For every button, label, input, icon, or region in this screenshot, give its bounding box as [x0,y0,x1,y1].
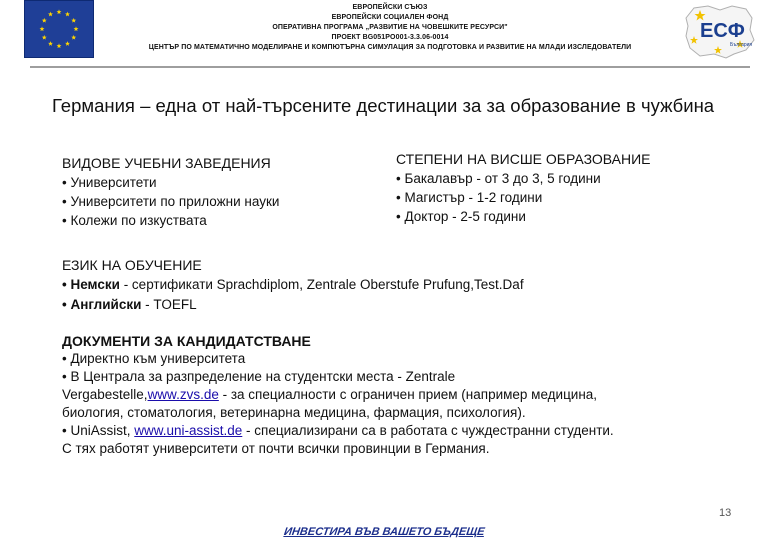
documents-line: • В Централа за разпределение на студентски места - Zentrale [62,369,456,384]
eu-star-icon [57,43,62,48]
documents-text: • UniAssist, [62,423,135,438]
header-line: ЦЕНТЪР ПО МАТЕМАТИЧНО МОДЕЛИРАНЕ И КОМПЮТЪРНА СИМУЛАЦИЯ ЗА ПОДГОТОВКА И РАЗВИТИЕ НА МЛАДИ ИЗСЛЕДОВАТЕЛИ [148,44,632,51]
institutions-section [62,154,279,230]
eu-star-icon [65,41,70,46]
documents-line: С тях работят университети от почти всички провинции в Германия. [62,441,490,456]
language-text-english: - TOEFL [141,297,197,312]
documents-line [62,422,762,440]
eu-star-icon [74,26,79,31]
list-item: • Университети по приложни науки [62,194,280,209]
documents-text: - специализирани са в работата с чуждестранни студенти. [242,423,614,438]
list-item: • Магистър - 1-2 години [396,190,543,205]
header-line: ЕВРОПЕЙСКИ СЪЮЗ [352,4,428,11]
documents-line: • Директно към университета [62,351,246,366]
eu-star-icon [65,12,70,17]
list-item [62,295,524,315]
list-item: • Колежи по изкуствата [62,213,207,228]
esf-logo-graphic [680,0,758,62]
eu-star-icon [71,18,76,23]
eu-star-icon [71,35,76,40]
eu-flag-graphic [25,1,93,57]
list-item: • Доктор - 2-5 години [396,209,526,224]
eu-star-icon [57,9,62,14]
documents-line: биология, стоматология, ветеринарна медицина, фармация, психология). [62,405,526,420]
uni-assist-link[interactable]: www.uni-assist.de [134,423,243,438]
documents-text: - за специалности с ограничен прием (например медицина, [218,387,598,402]
eu-star-icon [42,35,47,40]
language-section [62,256,524,315]
language-text-german: - сертификати Sprachdiplom, Zentrale Oberstufe Prufung,Test.Daf [119,277,524,292]
footer-slogan: ИНВЕСТИРА ВЪВ ВАШЕТО БЪДЕЩЕ [283,526,486,538]
documents-text: Vergabestelle, [62,387,148,402]
slide-title: Германия – една от най-търсените дестинации за за образование в чужбина [52,95,715,116]
project-header [100,3,680,53]
documents-line [62,386,762,404]
language-label-german: • Немски [62,277,120,292]
esf-logo [680,0,758,62]
eu-star-icon [40,26,45,31]
list-item [62,275,524,295]
esf-logo-subtext: България [730,42,753,48]
language-label-english: • Английски [62,297,142,312]
header-line: ОПЕРАТИВНА ПРОГРАМА „РАЗВИТИЕ НА ЧОВЕШКИТЕ РЕСУРСИ" [272,24,508,31]
documents-heading: ДОКУМЕНТИ ЗА КАНДИДАТСТВАНЕ [62,333,311,349]
header-line: ПРОЕКТ BG051PO001-3.3.06-0014 [331,34,449,41]
institutions-heading: ВИДОВЕ УЧЕБНИ ЗАВЕДЕНИЯ [62,155,271,171]
eu-star-icon [48,41,53,46]
language-heading: ЕЗИК НА ОБУЧЕНИЕ [62,257,202,273]
header-line: ЕВРОПЕЙСКИ СОЦИАЛЕН ФОНД [331,14,449,21]
eu-flag-logo [24,0,94,58]
list-item: • Университети [62,175,157,190]
esf-logo-text: ЕСФ [700,20,745,42]
zvs-link[interactable]: www.zvs.de [147,387,219,402]
documents-section [62,332,762,458]
degrees-heading: СТЕПЕНИ НА ВИСШЕ ОБРАЗОВАНИЕ [396,151,651,167]
page-number: 13 [719,507,732,519]
degrees-section [396,150,650,226]
list-item: • Бакалавър - от 3 до 3, 5 години [396,171,601,186]
header-divider [30,66,750,68]
eu-star-icon [42,18,47,23]
eu-star-icon [48,12,53,17]
